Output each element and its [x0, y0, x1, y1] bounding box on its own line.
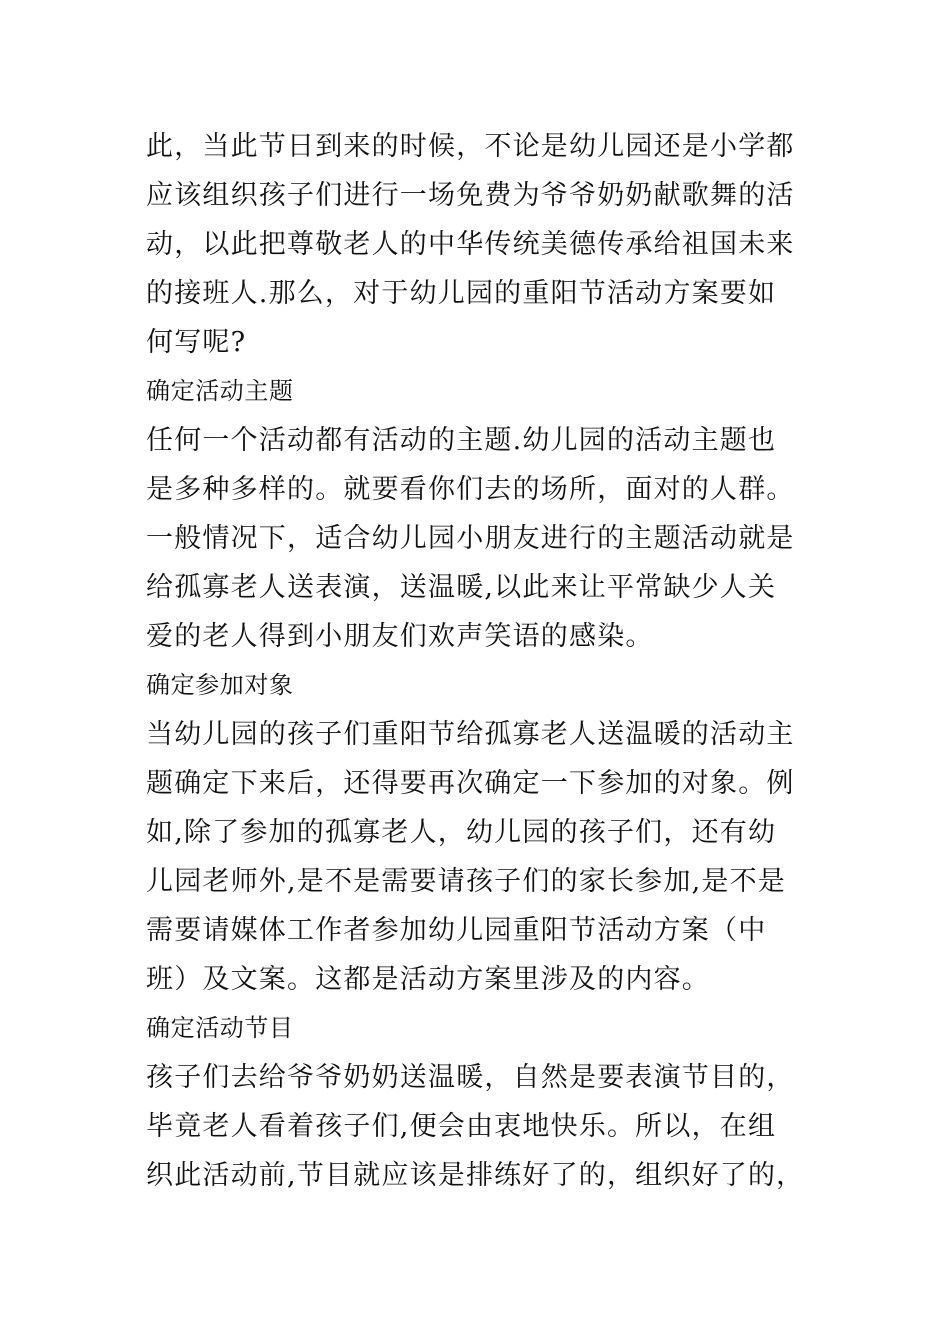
paragraph-participants	[146, 710, 816, 1004]
paragraph-program	[146, 1053, 816, 1200]
text-line: 当幼儿园的孩子们重阳节给孤寡老人送温暖的活动主	[146, 719, 795, 750]
section-heading-program: 确定活动节目	[146, 1014, 294, 1042]
text-line: 应该组织孩子们进行一场免费为爷爷奶奶献歌舞的活	[146, 180, 795, 211]
paragraph-theme	[146, 416, 816, 661]
text-line: 儿园老师外,是不是需要请孩子们的家长参加,是不是	[146, 866, 786, 897]
text-line: 此，当此节日到来的时候，不论是幼儿园还是小学都	[146, 131, 795, 162]
text-line: 班）及文案。这都是活动方案里涉及的内容。	[146, 964, 710, 995]
text-line: 动，以此把尊敬老人的中华传统美德传承给祖国未来	[146, 229, 795, 260]
text-line: 织此活动前,节目就应该是排练好了的，组织好了的，	[146, 1160, 805, 1191]
text-line: 一般情况下，适合幼儿园小朋友进行的主题活动就是	[146, 523, 795, 554]
text-line: 任何一个活动都有活动的主题.幼儿园的活动主题也	[146, 425, 777, 456]
text-line: 需要请媒体工作者参加幼儿园重阳节活动方案（中	[146, 915, 767, 946]
paragraph-intro	[146, 122, 816, 367]
text-line: 如,除了参加的孤寡老人，幼儿园的孩子们，还有幼	[146, 817, 777, 848]
text-line: 是多种多样的。就要看你们去的场所，面对的人群。	[146, 474, 795, 505]
text-line: 题确定下来后，还得要再次确定一下参加的对象。例	[146, 768, 795, 799]
text-line: 何写呢?	[146, 327, 247, 358]
text-line: 的接班人.那么，对于幼儿园的重阳节活动方案要如	[146, 278, 777, 309]
text-line: 毕竟老人看着孩子们,便会由衷地快乐。所以，在组	[146, 1111, 777, 1142]
text-line: 爱的老人得到小朋友们欢声笑语的感染。	[146, 621, 654, 652]
section-heading-theme: 确定活动主题	[146, 377, 294, 405]
document-body	[146, 122, 816, 1200]
text-line: 孩子们去给爷爷奶奶送温暖，自然是要表演节目的，	[146, 1062, 795, 1093]
text-line: 给孤寡老人送表演，送温暖,以此来让平常缺少人关	[146, 572, 777, 603]
section-heading-participants: 确定参加对象	[146, 671, 294, 699]
